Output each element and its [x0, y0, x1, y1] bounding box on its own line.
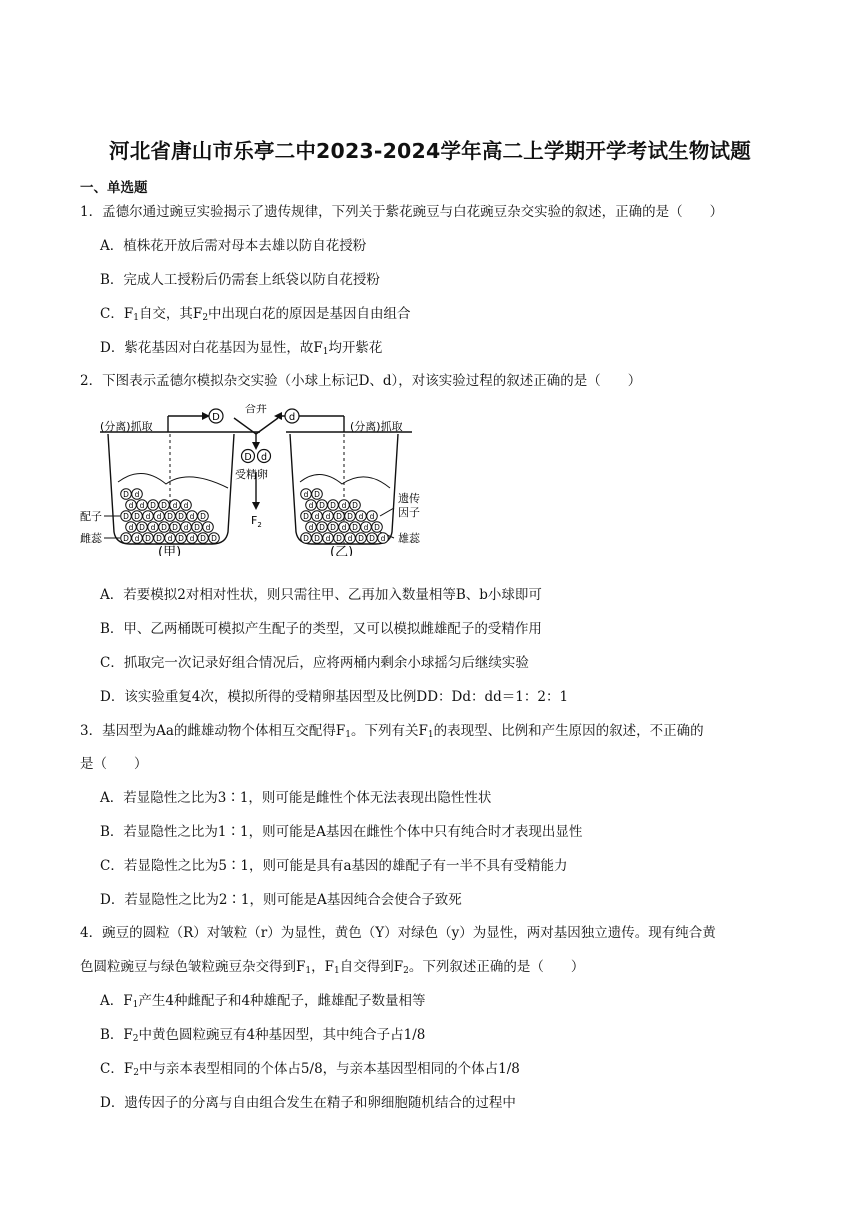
factor-label: 因子 — [398, 506, 420, 519]
right-grab-label: (分离)抓取 — [350, 420, 403, 433]
allele-ball — [372, 522, 383, 533]
svg-text:d: d — [183, 501, 189, 510]
allele-ball — [154, 511, 165, 522]
question-2-option-d: D．该实验重复4次，模拟所得的受精卵基因型及比例DD：Dd：dd＝1：2：1 — [100, 689, 569, 705]
allele-ball — [143, 511, 154, 522]
allele-ball — [132, 489, 143, 500]
allele-ball — [339, 522, 350, 533]
svg-text:D: D — [212, 412, 220, 423]
svg-text:D: D — [161, 523, 167, 532]
left-grab-label: (分离)抓取 — [100, 420, 153, 433]
allele-ball — [350, 500, 361, 511]
question-2-option-b: B．甲、乙两桶既可模拟产生配子的类型，又可以模拟雌雄配子的受精作用 — [100, 621, 542, 637]
zygote-ball-d — [258, 450, 271, 464]
svg-text:D: D — [200, 512, 206, 521]
svg-text:D: D — [352, 523, 358, 532]
svg-text:d: d — [134, 490, 140, 499]
allele-ball — [159, 500, 170, 511]
svg-text:d: d — [314, 512, 320, 521]
allele-ball — [126, 500, 137, 511]
svg-text:D: D — [303, 534, 309, 543]
svg-text:D: D — [358, 534, 364, 543]
svg-text:D: D — [314, 490, 320, 499]
svg-text:D: D — [303, 512, 309, 521]
allele-ball — [143, 533, 154, 544]
svg-text:d: d — [308, 523, 314, 532]
svg-text:d: d — [172, 501, 178, 510]
allele-ball — [137, 500, 148, 511]
svg-text:d: d — [150, 523, 156, 532]
question-3-stem-line2: 是（ ） — [80, 756, 148, 772]
svg-text:D: D — [139, 523, 145, 532]
allele-ball — [350, 522, 361, 533]
allele-ball — [170, 522, 181, 533]
svg-text:d: d — [183, 523, 189, 532]
bucket-yi-label: (乙) — [330, 545, 354, 556]
allele-ball — [312, 533, 323, 544]
allele-ball — [181, 500, 192, 511]
svg-text:D: D — [374, 523, 380, 532]
allele-ball — [317, 500, 328, 511]
allele-ball — [345, 533, 356, 544]
allele-ball — [176, 511, 187, 522]
bucket-jia-label: (甲) — [158, 545, 182, 556]
allele-ball — [356, 511, 367, 522]
allele-ball — [192, 522, 203, 533]
allele-ball — [323, 533, 334, 544]
svg-text:d: d — [363, 523, 369, 532]
svg-text:d: d — [128, 523, 134, 532]
allele-ball — [312, 489, 323, 500]
question-1-stem: 1．孟德尔通过豌豆实验揭示了遗传规律，下列关于紫花豌豆与白花豌豆杂交实验的叙述，正确的是（ ） — [80, 204, 724, 220]
svg-text:d: d — [380, 534, 386, 543]
question-1-option-a: A．植株花开放后需对母本去雄以防自花授粉 — [100, 238, 367, 254]
drawn-ball-D — [209, 409, 223, 423]
svg-text:D: D — [167, 512, 173, 521]
question-1-option-c: C．$F_1$自交，其$F_2$中出现白花的原因是基因自由组合 — [100, 306, 411, 323]
svg-text:D: D — [178, 512, 184, 521]
question-4-option-c: C．$F_2$中与亲本表型相同的个体占5/8，与亲本基因型相同的个体占1/8 — [100, 1061, 520, 1078]
svg-text:d: d — [308, 501, 314, 510]
allele-ball — [132, 533, 143, 544]
svg-text:D: D — [244, 452, 252, 463]
allele-ball — [121, 489, 132, 500]
stamen-label: 雄蕊 — [398, 532, 420, 545]
question-2-option-c: C．抓取完一次记录好组合情况后，应将两桶内剩余小球摇匀后继续实验 — [100, 655, 529, 671]
allele-ball — [148, 522, 159, 533]
mendel-simulation-figure — [80, 404, 420, 560]
svg-text:D: D — [178, 534, 184, 543]
question-4-option-a: A．$F_1$产生4种雌配子和4种雄配子，雌雄配子数量相等 — [100, 993, 426, 1010]
allele-ball — [367, 533, 378, 544]
svg-text:D: D — [145, 534, 151, 543]
svg-text:D: D — [336, 512, 342, 521]
genetic-label: 遗传 — [398, 492, 420, 505]
question-1-option-b: B．完成人工授粉后仍需套上纸袋以防自花授粉 — [100, 272, 380, 288]
svg-text:d: d — [205, 523, 211, 532]
question-3-option-c: C．若显隐性之比为5∶1，则可能是具有a基因的雄配子有一半不具有受精能力 — [100, 858, 568, 874]
allele-ball — [165, 533, 176, 544]
question-3-option-d: D．若显隐性之比为2∶1，则可能是A基因纯合会使合子致死 — [100, 892, 462, 908]
allele-ball — [306, 522, 317, 533]
svg-text:D: D — [172, 523, 178, 532]
svg-text:d: d — [189, 534, 195, 543]
allele-ball — [148, 500, 159, 511]
question-2-stem: 2．下图表示孟德尔模拟杂交实验（小球上标记D、d），对该实验过程的叙述正确的是（ ） — [80, 373, 642, 389]
allele-ball — [361, 522, 372, 533]
svg-text:d: d — [145, 512, 151, 521]
svg-text:D: D — [347, 512, 353, 521]
allele-ball — [137, 522, 148, 533]
svg-text:d: d — [303, 490, 309, 499]
svg-text:D: D — [369, 534, 375, 543]
allele-ball — [306, 500, 317, 511]
svg-text:D: D — [156, 534, 162, 543]
allele-ball — [187, 533, 198, 544]
allele-ball — [378, 533, 389, 544]
svg-text:d: d — [347, 534, 353, 543]
question-4-option-b: B．$F_2$中黄色圆粒豌豆有4种基因型，其中纯合子占1/8 — [100, 1027, 426, 1044]
question-3-stem: 3．基因型为Aa的雌雄动物个体相互交配得$F_1$。下列有关$F_1$的表现型、比例和产生原因的叙述，不正确的 — [80, 723, 704, 740]
allele-ball — [203, 522, 214, 533]
allele-ball — [121, 511, 132, 522]
allele-ball — [198, 511, 209, 522]
svg-text:D: D — [194, 523, 200, 532]
pistil-label: 雌蕊 — [80, 532, 102, 545]
allele-ball — [301, 489, 312, 500]
allele-ball — [121, 533, 132, 544]
svg-text:D: D — [123, 534, 129, 543]
allele-ball — [165, 511, 176, 522]
allele-ball — [328, 522, 339, 533]
question-1-option-d: D．紫花基因对白花基因为显性，故$F_1$均开紫花 — [100, 340, 383, 357]
svg-text:D: D — [123, 512, 129, 521]
question-3-option-b: B．若显隐性之比为1∶1，则可能是A基因在雌性个体中只有纯合时才表现出显性 — [100, 824, 583, 840]
bucket-diagram — [80, 404, 420, 556]
gamete-label: 配子 — [80, 510, 102, 523]
allele-ball — [317, 522, 328, 533]
svg-text:D: D — [319, 523, 325, 532]
allele-ball — [132, 511, 143, 522]
svg-text:d: d — [139, 501, 145, 510]
allele-ball — [126, 522, 137, 533]
allele-ball — [159, 522, 170, 533]
allele-ball — [209, 533, 220, 544]
allele-ball — [176, 533, 187, 544]
svg-text:d: d — [325, 512, 331, 521]
merge-label: 合并 — [245, 404, 267, 415]
question-4-stem-line2: 色圆粒豌豆与绿色皱粒豌豆杂交得到$F_1$，$F_1$自交得到$F_2$。下列叙述正确的是（ ） — [80, 959, 585, 976]
svg-text:d: d — [341, 523, 347, 532]
svg-text:d: d — [260, 452, 268, 463]
svg-text:D: D — [150, 501, 156, 510]
svg-text:D: D — [330, 523, 336, 532]
svg-text:d: d — [288, 412, 296, 423]
svg-text:d: d — [167, 534, 173, 543]
page-title: 河北省唐山市乐亭二中2023-2024学年高二上学期开学考试生物试题 — [109, 139, 751, 163]
f2-label: $F_2$ — [251, 514, 262, 529]
svg-text:D: D — [161, 501, 167, 510]
svg-text:d: d — [128, 501, 134, 510]
zygote-label: 受精卵 — [235, 468, 268, 481]
question-2-option-a: A．若要模拟2对相对性状，则只需往甲、乙再加入数量相等B、b小球即可 — [100, 587, 542, 603]
svg-text:d: d — [358, 512, 364, 521]
svg-text:D: D — [314, 534, 320, 543]
allele-ball — [198, 533, 209, 544]
svg-text:d: d — [325, 534, 331, 543]
svg-text:D: D — [211, 534, 217, 543]
zygote-ball-D — [242, 450, 255, 464]
allele-ball — [328, 500, 339, 511]
allele-ball — [301, 511, 312, 522]
svg-text:D: D — [200, 534, 206, 543]
svg-text:d: d — [134, 534, 140, 543]
allele-ball — [181, 522, 192, 533]
allele-ball — [301, 533, 312, 544]
allele-ball — [170, 500, 181, 511]
svg-text:D: D — [336, 534, 342, 543]
svg-text:D: D — [319, 501, 325, 510]
svg-text:D: D — [134, 512, 140, 521]
allele-ball — [312, 511, 323, 522]
svg-text:d: d — [156, 512, 162, 521]
drawn-ball-d — [285, 409, 299, 423]
svg-text:D: D — [123, 490, 129, 499]
allele-ball — [356, 533, 367, 544]
svg-text:d: d — [189, 512, 195, 521]
question-4-option-d: D．遗传因子的分离与自由组合发生在精子和卵细胞随机结合的过程中 — [100, 1095, 516, 1111]
question-3-option-a: A．若显隐性之比为3∶1，则可能是雌性个体无法表现出隐性性状 — [100, 790, 492, 806]
allele-ball — [154, 533, 165, 544]
svg-text:D: D — [330, 501, 336, 510]
allele-ball — [339, 500, 350, 511]
allele-ball — [187, 511, 198, 522]
svg-text:d: d — [341, 501, 347, 510]
question-4-stem: 4．豌豆的圆粒（R）对皱粒（r）为显性，黄色（Y）对绿色（y）为显性，两对基因独立遗传。现有纯合黄 — [80, 925, 716, 941]
allele-ball — [334, 533, 345, 544]
svg-text:D: D — [352, 501, 358, 510]
svg-text:d: d — [369, 512, 375, 521]
allele-ball — [334, 511, 345, 522]
allele-ball — [367, 511, 378, 522]
allele-ball — [323, 511, 334, 522]
allele-ball — [345, 511, 356, 522]
section-heading: 一、单选题 — [80, 180, 148, 196]
